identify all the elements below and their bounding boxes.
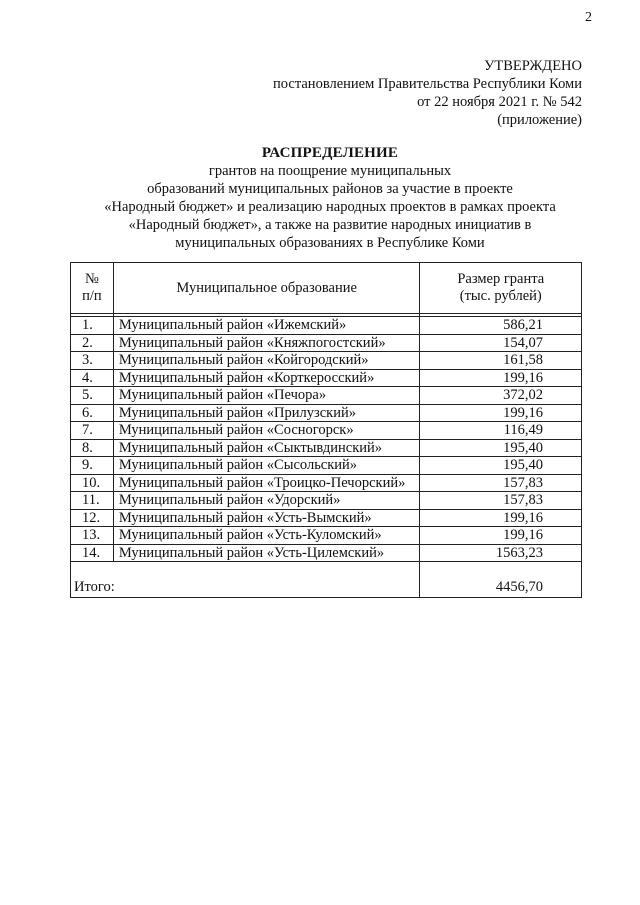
row-number: 14. <box>71 544 114 562</box>
row-grant-amount: 199,16 <box>420 404 582 422</box>
heading-line: грантов на поощрение муниципальных <box>208 163 452 179</box>
row-number: 4. <box>71 369 114 387</box>
row-number: 9. <box>71 457 114 475</box>
row-grant-amount: 154,07 <box>420 334 582 352</box>
row-municipality: Муниципальный район «Сыктывдинский» <box>113 439 420 457</box>
header-municipality: Муниципальное образование <box>113 263 420 314</box>
heading-line: муниципальных образованиях в Республике Коми <box>175 235 485 251</box>
heading-line: «Народный бюджет» и реализацию народных проектов в рамках проекта <box>104 199 556 215</box>
row-municipality: Муниципальный район «Корткеросский» <box>113 369 420 387</box>
row-grant-amount: 1563,23 <box>420 544 582 562</box>
approval-block <box>273 57 582 129</box>
header-amount-title: Размер гранта <box>457 271 545 287</box>
row-municipality: Муниципальный район «Сосногорск» <box>113 422 420 440</box>
document-heading <box>60 144 600 252</box>
row-number: 11. <box>71 492 114 510</box>
table-header-row <box>71 263 582 314</box>
row-municipality: Муниципальный район «Ижемский» <box>113 317 420 335</box>
row-number: 2. <box>71 334 114 352</box>
table-row <box>71 492 582 510</box>
table-row <box>71 387 582 405</box>
table-row <box>71 527 582 545</box>
approval-decree: постановлением Правительства Республики Коми <box>273 76 582 92</box>
row-municipality: Муниципальный район «Прилузский» <box>113 404 420 422</box>
row-grant-amount: 195,40 <box>420 439 582 457</box>
table-row <box>71 422 582 440</box>
row-grant-amount: 195,40 <box>420 457 582 475</box>
row-municipality: Муниципальный район «Удорский» <box>113 492 420 510</box>
table-row <box>71 544 582 562</box>
row-municipality: Муниципальный район «Койгородский» <box>113 352 420 370</box>
row-municipality: Муниципальный район «Печора» <box>113 387 420 405</box>
header-number-label: п/п <box>82 288 102 304</box>
row-grant-amount: 199,16 <box>420 369 582 387</box>
row-grant-amount: 157,83 <box>420 474 582 492</box>
header-grant-amount <box>420 263 582 314</box>
total-row <box>71 562 582 598</box>
table-row <box>71 352 582 370</box>
row-number: 13. <box>71 527 114 545</box>
header-number <box>71 263 114 314</box>
approval-date: от 22 ноября 2021 г. № 542 <box>417 94 582 110</box>
row-grant-amount: 116,49 <box>420 422 582 440</box>
row-municipality: Муниципальный район «Усть-Цилемский» <box>113 544 420 562</box>
row-number: 10. <box>71 474 114 492</box>
table-row <box>71 317 582 335</box>
row-grant-amount: 199,16 <box>420 527 582 545</box>
row-grant-amount: 161,58 <box>420 352 582 370</box>
table-row <box>71 404 582 422</box>
row-grant-amount: 372,02 <box>420 387 582 405</box>
document-title: РАСПРЕДЕЛЕНИЕ <box>261 145 399 161</box>
row-number: 6. <box>71 404 114 422</box>
row-grant-amount: 586,21 <box>420 317 582 335</box>
row-municipality: Муниципальный район «Княжпогостский» <box>113 334 420 352</box>
heading-line: «Народный бюджет», а также на развитие народных инициатив в <box>128 217 532 233</box>
row-municipality: Муниципальный район «Усть-Куломский» <box>113 527 420 545</box>
approval-appendix: (приложение) <box>497 112 582 128</box>
row-number: 12. <box>71 509 114 527</box>
row-number: 3. <box>71 352 114 370</box>
total-label: Итого: <box>71 562 420 598</box>
heading-line: образований муниципальных районов за участие в проекте <box>147 181 513 197</box>
header-amount-unit: (тыс. рублей) <box>459 288 542 304</box>
row-grant-amount: 199,16 <box>420 509 582 527</box>
row-number: 5. <box>71 387 114 405</box>
table-row <box>71 474 582 492</box>
row-municipality: Муниципальный район «Усть-Вымский» <box>113 509 420 527</box>
row-number: 8. <box>71 439 114 457</box>
row-number: 7. <box>71 422 114 440</box>
header-number-symbol: № <box>85 271 99 287</box>
table-row <box>71 439 582 457</box>
table-row <box>71 457 582 475</box>
row-number: 1. <box>71 317 114 335</box>
table-row <box>71 369 582 387</box>
table-row <box>71 334 582 352</box>
total-amount: 4456,70 <box>420 562 582 598</box>
row-municipality: Муниципальный район «Троицко-Печорский» <box>113 474 420 492</box>
table-row <box>71 509 582 527</box>
page-number: 2 <box>585 10 592 25</box>
row-grant-amount: 157,83 <box>420 492 582 510</box>
approval-title: УТВЕРЖДЕНО <box>484 58 582 74</box>
grant-distribution-table <box>70 262 582 598</box>
table-body <box>71 317 582 562</box>
row-municipality: Муниципальный район «Сысольский» <box>113 457 420 475</box>
